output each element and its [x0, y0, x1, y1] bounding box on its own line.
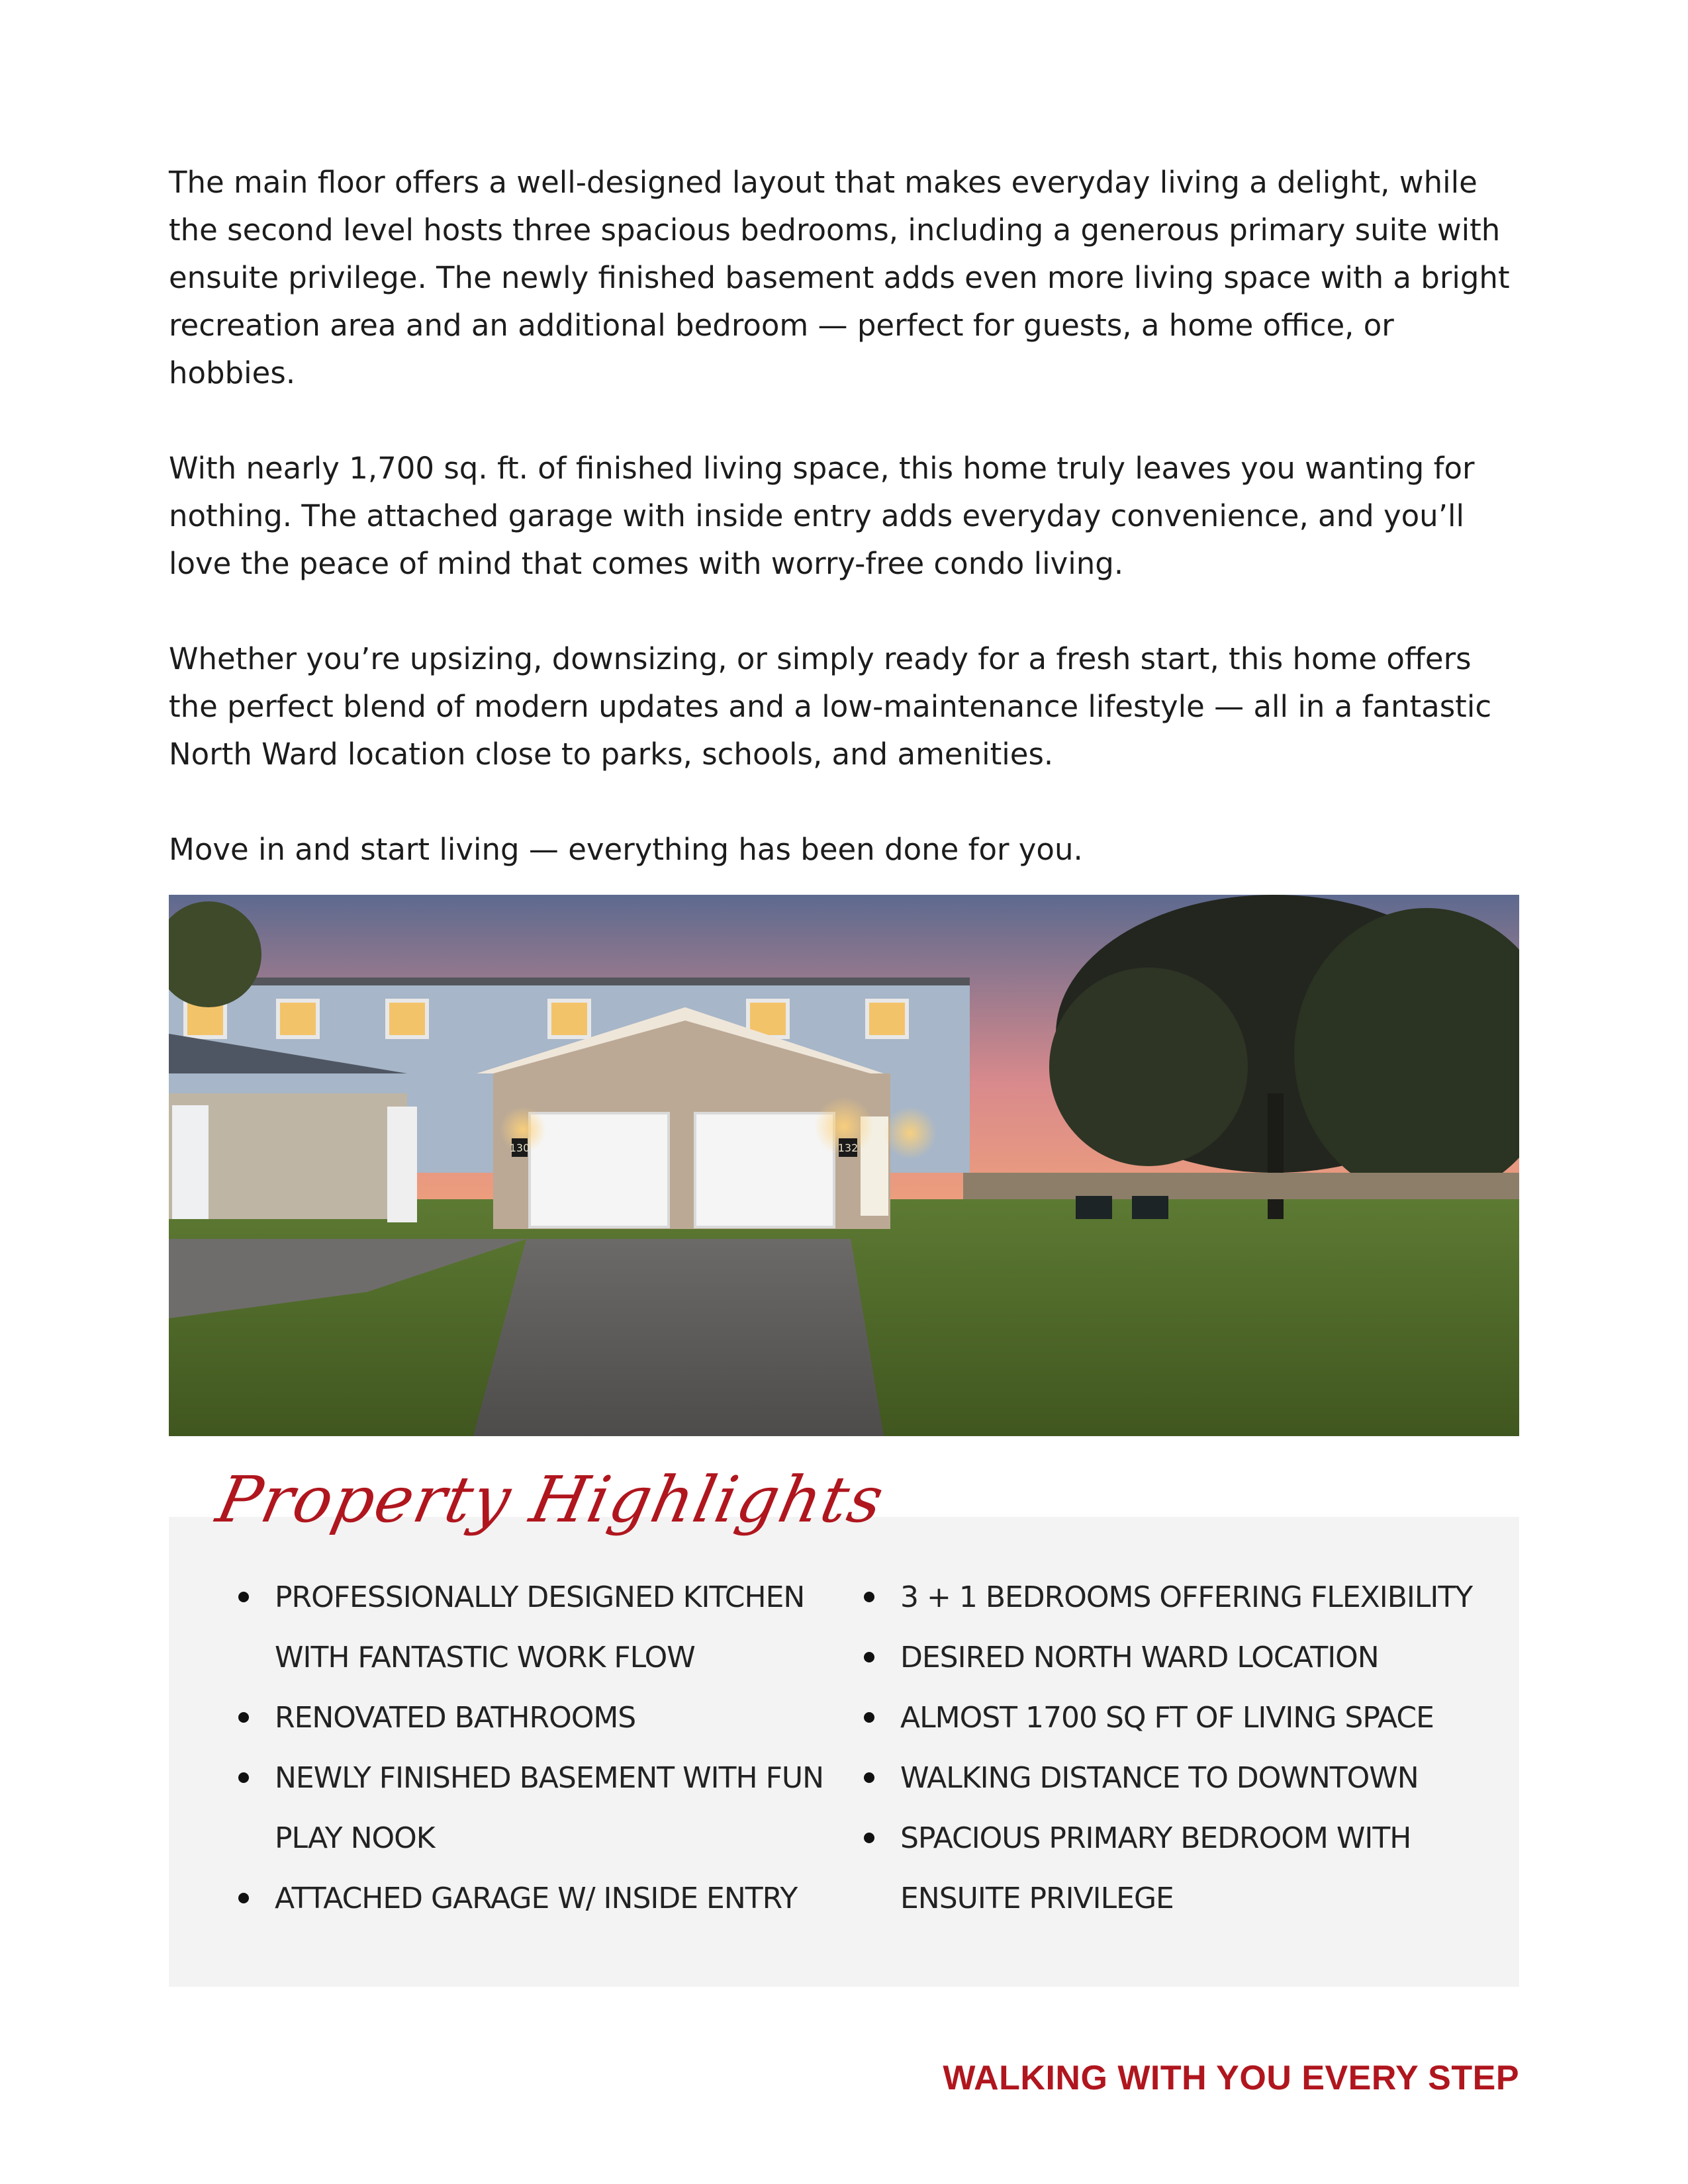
list-item: DESIRED NORTH WARD LOCATION	[864, 1627, 1499, 1688]
footer-tagline: WALKING WITH YOU EVERY STEP	[943, 2059, 1519, 2097]
list-item: PROFESSIONALLY DESIGNED KITCHEN WITH FANTASTIC WORK FLOW	[238, 1567, 834, 1688]
property-photo	[169, 895, 1519, 1436]
intro-paragraph: The main floor offers a well-designed layout that makes everyday living a delight, while the second level hosts three spacious bedrooms, including a generous primary suite with ensuite privilege. The newly finished basement adds even more living space with a bright recreation area and an additional bedroom — perfect for guests, a home office, or hobbies.	[169, 165, 1510, 390]
highlights-list-left	[238, 1567, 834, 1929]
highlights-title: Property Highlights	[211, 1463, 891, 1537]
list-item: 3 + 1 BEDROOMS OFFERING FLEXIBILITY	[864, 1567, 1499, 1627]
list-item: SPACIOUS PRIMARY BEDROOM WITH ENSUITE PRIVILEGE	[864, 1808, 1499, 1929]
list-item: NEWLY FINISHED BASEMENT WITH FUN PLAY NOOK	[238, 1748, 834, 1868]
list-item: RENOVATED BATHROOMS	[238, 1688, 834, 1748]
intro-paragraph: Move in and start living — everything has been done for you.	[169, 832, 1083, 867]
house-number-left-label: 130	[509, 1142, 530, 1154]
list-item: WALKING DISTANCE TO DOWNTOWN	[864, 1748, 1499, 1808]
intro-paragraph: Whether you’re upsizing, downsizing, or simply ready for a fresh start, this home offers the perfect blend of modern updates and a low-maintenance lifestyle — all in a fantastic North Ward location close to parks, schools, and amenities.	[169, 641, 1492, 772]
highlights-list-right	[864, 1567, 1499, 1929]
list-item: ATTACHED GARAGE W/ INSIDE ENTRY	[238, 1868, 834, 1929]
intro-paragraph: With nearly 1,700 sq. ft. of finished living space, this home truly leaves you wanting for nothing. The attached garage with inside entry adds everyday convenience, and you’ll love the peace of mind that comes with worry-free condo living.	[169, 451, 1475, 581]
house-number-right-label: 132	[837, 1142, 859, 1154]
intro-text	[169, 159, 1526, 921]
list-item: ALMOST 1700 SQ FT OF LIVING SPACE	[864, 1688, 1499, 1748]
